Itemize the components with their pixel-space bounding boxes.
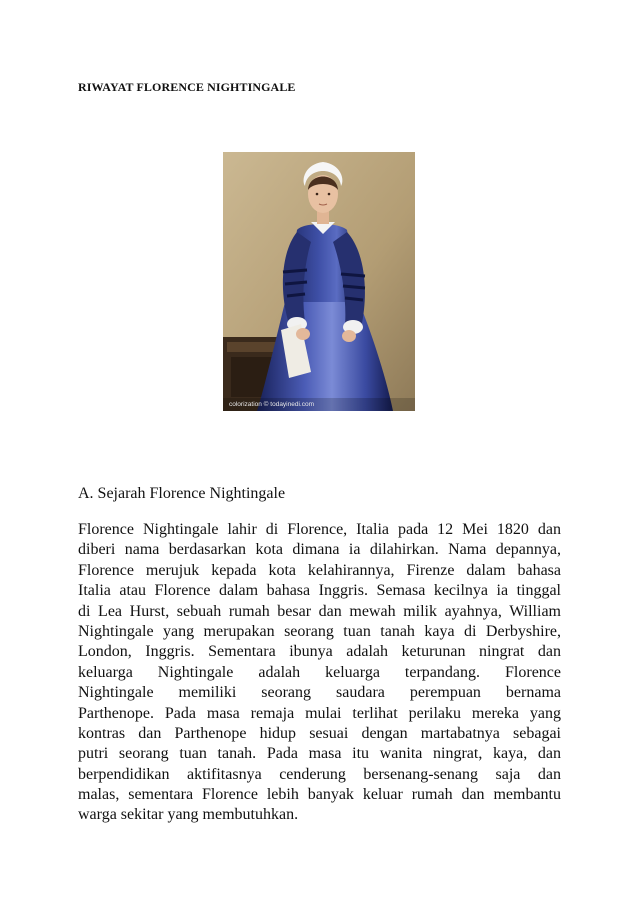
paragraph-line: berpendidikan aktifitasnya cenderung bersenang-senang saja dan: [78, 765, 561, 783]
paragraph-line: putri seorang tuan tanah. Pada masa itu wanita ningrat, kaya, dan: [78, 745, 561, 763]
paragraph-line: Parthenope. Pada masa remaja mulai terlihat perilaku mereka yang: [78, 704, 561, 722]
paragraph-line: Florence merujuk kepada kota kelahirannya, Firenze dalam bahasa: [78, 561, 561, 579]
photo-caption: colorization © todayinedi.com: [229, 401, 314, 408]
paragraph-line: Nightingale memiliki seorang saudara perempuan bernama: [78, 684, 561, 702]
paragraph-line: diberi nama berdasarkan kota dimana ia dilahirkan. Nama depannya,: [78, 541, 561, 559]
body-paragraph: [78, 520, 561, 826]
paragraph-line: Florence Nightingale lahir di Florence, Italia pada 12 Mei 1820 dan: [78, 521, 561, 538]
paragraph-line: di Lea Hurst, sebuah rumah besar dan mewah milik ayahnya, William: [78, 602, 561, 620]
portrait-photo: [223, 152, 415, 411]
document-title: RIWAYAT FLORENCE NIGHTINGALE: [78, 80, 296, 94]
paragraph-line: malas, sementara Florence lebih banyak keluar rumah dan membantu: [78, 786, 561, 804]
section-heading: A. Sejarah Florence Nightingale: [78, 485, 286, 502]
paragraph-line: keluarga Nightingale adalah keluarga terpandang. Florence: [78, 663, 561, 681]
paragraph-line: warga sekitar yang membutuhkan.: [78, 806, 299, 824]
portrait-illustration: [223, 152, 415, 411]
paragraph-line: London, Inggris. Sementara ibunya adalah keturunan ningrat dan: [78, 643, 561, 661]
paragraph-line: kontras dan Parthenope hidup sesuai dengan martabatnya sebagai: [78, 724, 561, 742]
paragraph-line: Nightingale yang merupakan seorang tuan tanah kaya di Derbyshire,: [78, 622, 561, 640]
paragraph-line: Italia atau Florence dalam bahasa Inggris. Semasa kecilnya ia tinggal: [78, 582, 561, 600]
